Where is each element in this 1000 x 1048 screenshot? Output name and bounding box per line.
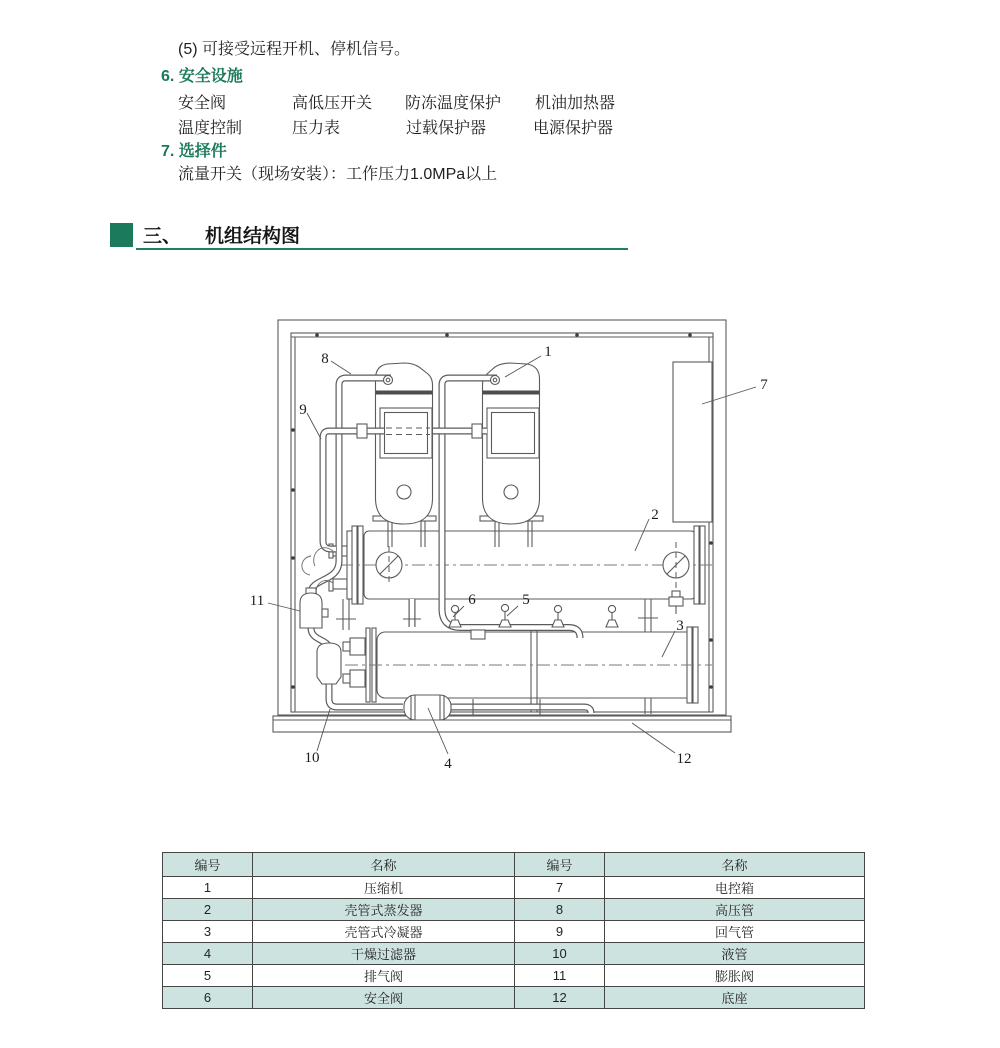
part-number-cell: 6 [163,987,253,1009]
part-name-cell: 电控箱 [605,877,865,899]
callout-1: 1 [544,344,552,360]
table-row [163,877,865,899]
part-number-cell: 3 [163,921,253,943]
control-box [673,362,712,522]
part-number-cell: 11 [515,965,605,987]
safety-item: 过载保护器 [406,120,487,137]
parts-table [162,852,865,1009]
table-row [163,943,865,965]
part-name-cell: 压缩机 [253,877,515,899]
safety-item: 温度控制 [178,120,243,137]
part-name-cell: 高压管 [605,899,865,921]
part-name-cell: 壳管式蒸发器 [253,899,515,921]
callout-10: 10 [304,750,320,766]
part-name-cell: 回气管 [605,921,865,943]
part-number-cell: 12 [515,987,605,1009]
safety-facilities-heading: 6. 安全设施 [161,68,243,85]
dry-filter [404,695,451,720]
table-header-row [163,853,865,877]
section-number: 三、 [143,226,182,247]
safety-item: 压力表 [292,120,341,137]
optional-parts-heading: 7. 选择件 [161,143,227,160]
part-number-cell: 1 [163,877,253,899]
part-number-cell: 8 [515,899,605,921]
callout-8: 8 [321,351,329,367]
part-number-cell: 10 [515,943,605,965]
safety-item: 高低压开关 [292,95,373,112]
section-title-text: 机组结构图 [205,226,301,247]
part-number-cell: 2 [163,899,253,921]
remote-signal-line: (5) 可接受远程开机、停机信号。 [178,41,411,58]
callout-3: 3 [676,618,684,634]
col-header-number: 编号 [163,853,253,877]
callout-5: 5 [522,592,530,608]
green-square-bullet [110,223,133,247]
part-number-cell: 7 [515,877,605,899]
part-number-cell: 5 [163,965,253,987]
callout-7: 7 [760,377,768,393]
col-header-number: 编号 [515,853,605,877]
flow-switch-line: 流量开关（现场安装）：工作压力1.0MPa以上 [178,166,498,183]
part-name-cell: 干燥过滤器 [253,943,515,965]
table-row [163,899,865,921]
part-number-cell: 9 [515,921,605,943]
callout-6: 6 [468,592,476,608]
table-row [163,921,865,943]
part-name-cell: 壳管式冷凝器 [253,921,515,943]
table-row [163,965,865,987]
table-row [163,987,865,1009]
safety-item: 机油加热器 [535,95,616,112]
unit-structure-diagram [228,296,792,774]
section-header [0,221,1000,253]
section-underline [136,248,628,250]
part-number-cell: 4 [163,943,253,965]
compressor-right [480,363,543,547]
callout-12: 12 [676,751,692,767]
section-title [143,221,300,248]
callout-11: 11 [249,593,265,609]
safety-item: 防冻温度保护 [405,95,502,112]
col-header-name: 名称 [253,853,515,877]
part-name-cell: 排气阀 [253,965,515,987]
part-name-cell: 膨胀阀 [605,965,865,987]
part-name-cell: 安全阀 [253,987,515,1009]
col-header-name: 名称 [605,853,865,877]
callout-4: 4 [444,756,452,772]
callout-2: 2 [651,507,659,523]
filter-sight-glass [317,643,341,684]
safety-item: 电源保护器 [533,120,614,137]
callout-9: 9 [299,402,307,418]
safety-item: 安全阀 [178,95,227,112]
compressor-left [373,363,436,547]
part-name-cell: 液管 [605,943,865,965]
base [273,716,731,732]
part-name-cell: 底座 [605,987,865,1009]
